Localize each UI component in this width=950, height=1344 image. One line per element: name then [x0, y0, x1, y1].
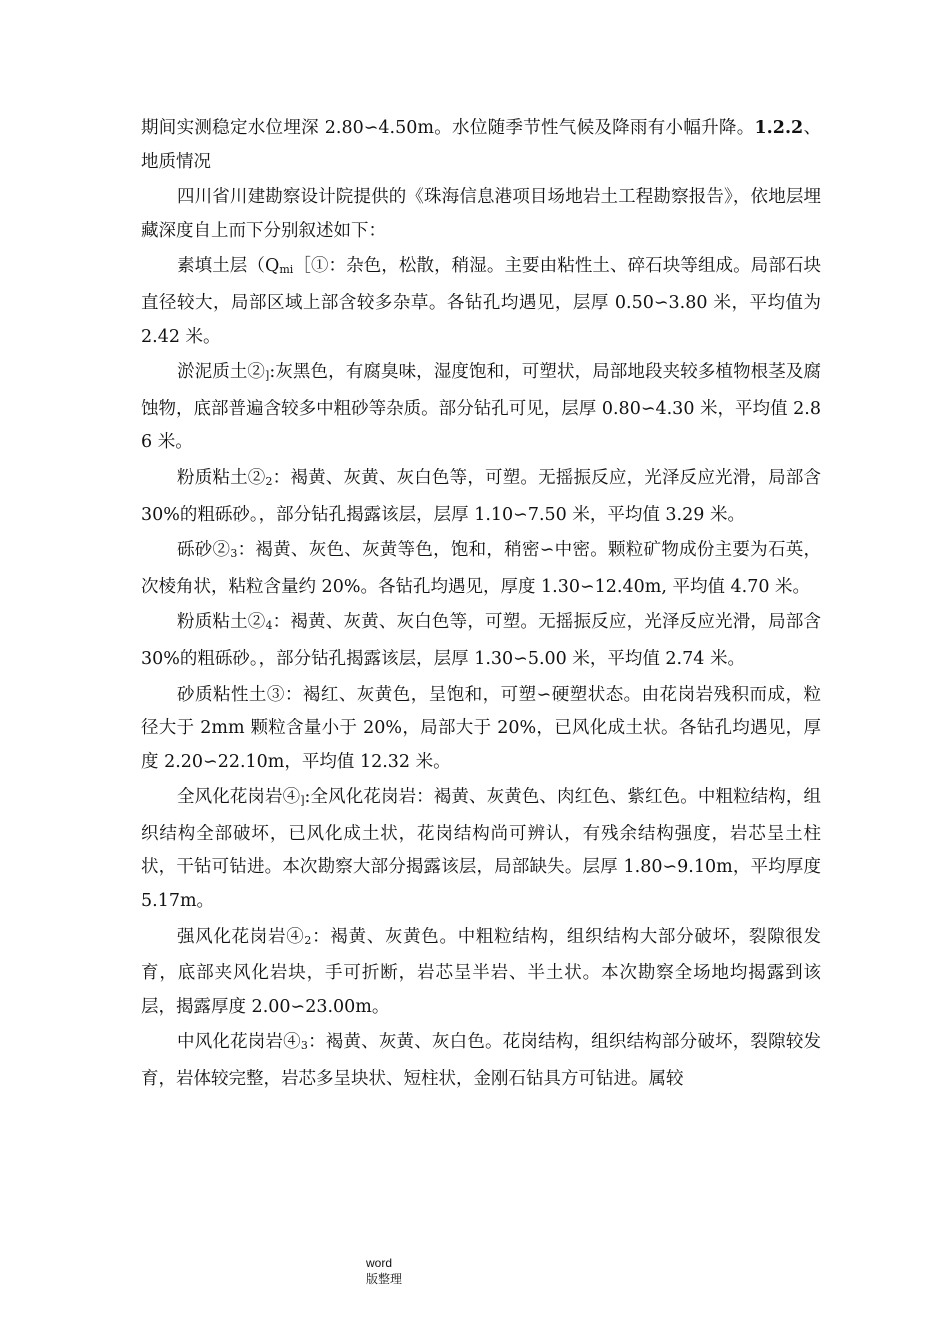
paragraph-text: 粉质粘土②: [177, 467, 266, 488]
paragraph-text: 素填土层（Q: [177, 256, 280, 277]
footer-line-edition: 版整理: [366, 1272, 403, 1286]
paragraph-text: 砂质粘性土③：褐红、灰黄色，呈饱和，可塑∽硬塑状态。由花岗岩残积而成，粒径大于 2mm 颗粒含量小于 20%，局部大于 20%，已风化成土状。各钻孔均遇见，厚度 2.20∽22.10m，平均值 12.32 米。: [141, 684, 821, 772]
paragraph-text: 四川省川建勘察设计院提供的《珠海信息港项目场地岩土工程勘察报告》，依地层埋藏深度自上而下分别叙述如下：: [141, 187, 821, 241]
page-footer: [366, 1255, 402, 1287]
paragraph-text: 淤泥质土②: [177, 362, 266, 383]
paragraph-text: 、地质情况: [141, 118, 822, 172]
section-number: 1.2.2: [754, 118, 804, 138]
subscript-text: 3: [230, 547, 238, 561]
paragraph-p4: [141, 462, 821, 532]
subscript-text: 3: [300, 1039, 308, 1053]
footer-line-word: word: [366, 1256, 393, 1270]
subscript-text: 2: [265, 474, 273, 488]
paragraph-p6: [141, 606, 821, 676]
paragraph-text: 全风化花岗岩④: [177, 787, 301, 808]
paragraph-text: 粉质粘土②: [177, 612, 266, 633]
paragraph-text: ：褐黄、灰黄、灰白色。花岗结构，组织结构部分破坏，裂隙较发育，岩体较完整，岩芯多呈块状、短柱状，金刚石钻具方可钻进。属较: [141, 1032, 822, 1090]
paragraph-text: ：褐黄、灰色、灰黄等色，饱和，稍密∽中密。颗粒矿物成份主要为石英，次棱角状，粘粒含量约 20%。各钻孔均遇见，厚度 1.30∽12.40m, 平均值 4.70 米。: [141, 540, 821, 597]
paragraph-text: 强风化花岗岩④: [177, 926, 305, 947]
paragraph-text: ：褐黄、灰黄、灰白色等，可塑。无摇振反应，光泽反应光滑，局部含 30%的粗砾砂。，部分钻孔揭露该层，层厚 1.10∽7.50 米，平均值 3.29 米。: [141, 467, 822, 525]
subscript-text: mi: [279, 263, 294, 277]
paragraph-text: ［①：杂色，松散，稍湿。主要由粘性土、碎石块等组成。局部石块直径较大，局部区域上部含较多杂草。各钻孔均遇见，层厚 0.50∽3.80 米，平均值为 2.42 米。: [141, 256, 821, 347]
paragraph-text: ：褐黄、灰黄色。中粗粒结构，组织结构大部分破坏，裂隙很发育，底部夹风化岩块，手可折断，岩芯呈半岩、半土状。本次勘察全场地均揭露到该层，揭露厚度 2.00∽23.00m。: [141, 926, 822, 1017]
paragraph-p7: [141, 679, 821, 780]
paragraph-p3: [141, 356, 821, 460]
subscript-text: 2: [304, 933, 312, 947]
paragraph-p8: [141, 781, 821, 918]
paragraph-text: 期间实测稳定水位埋深 2.80∽4.50m。水位随季节性气候及降雨有小幅升降。: [141, 118, 755, 138]
document-body: [141, 112, 821, 1099]
paragraph-text: 砾砂②: [177, 540, 231, 561]
paragraph-p0: [141, 112, 821, 179]
paragraph-text: :灰黑色，有腐臭味，湿度饱和，可塑状，局部地段夹较多植物根茎及腐蚀物，底部普遍含较多中粗砂等杂质。部分钻孔可见，层厚 0.80∽4.30 米，平均值 2.86 米。: [141, 362, 821, 453]
paragraph-p2: [141, 250, 821, 354]
paragraph-p10: [141, 1026, 821, 1096]
paragraph-text: :全风化花岗岩：褐黄、灰黄色、肉红色、紫红色。中粗粒结构，组织结构全部破坏，已风化成土状，花岗结构尚可辨认，有残余结构强度，岩芯呈土柱状，干钻可钻进。本次勘察大部分揭露该层，局部缺失。层厚 1.80∽9.10m，平均厚度 5.17m。: [141, 787, 821, 912]
subscript-text: ]: [300, 794, 305, 808]
subscript-text: 4: [265, 619, 273, 633]
subscript-text: ]: [265, 369, 270, 383]
paragraph-text: ：褐黄、灰黄、灰白色等，可塑。无摇振反应，光泽反应光滑，局部含 30%的粗砾砂。，部分钻孔揭露该层，层厚 1.30∽5.00 米，平均值 2.74 米。: [141, 612, 822, 669]
paragraph-p1: [141, 181, 821, 248]
paragraph-p5: [141, 534, 821, 604]
paragraph-text: 中风化花岗岩④: [177, 1032, 301, 1053]
paragraph-p9: [141, 921, 821, 1025]
